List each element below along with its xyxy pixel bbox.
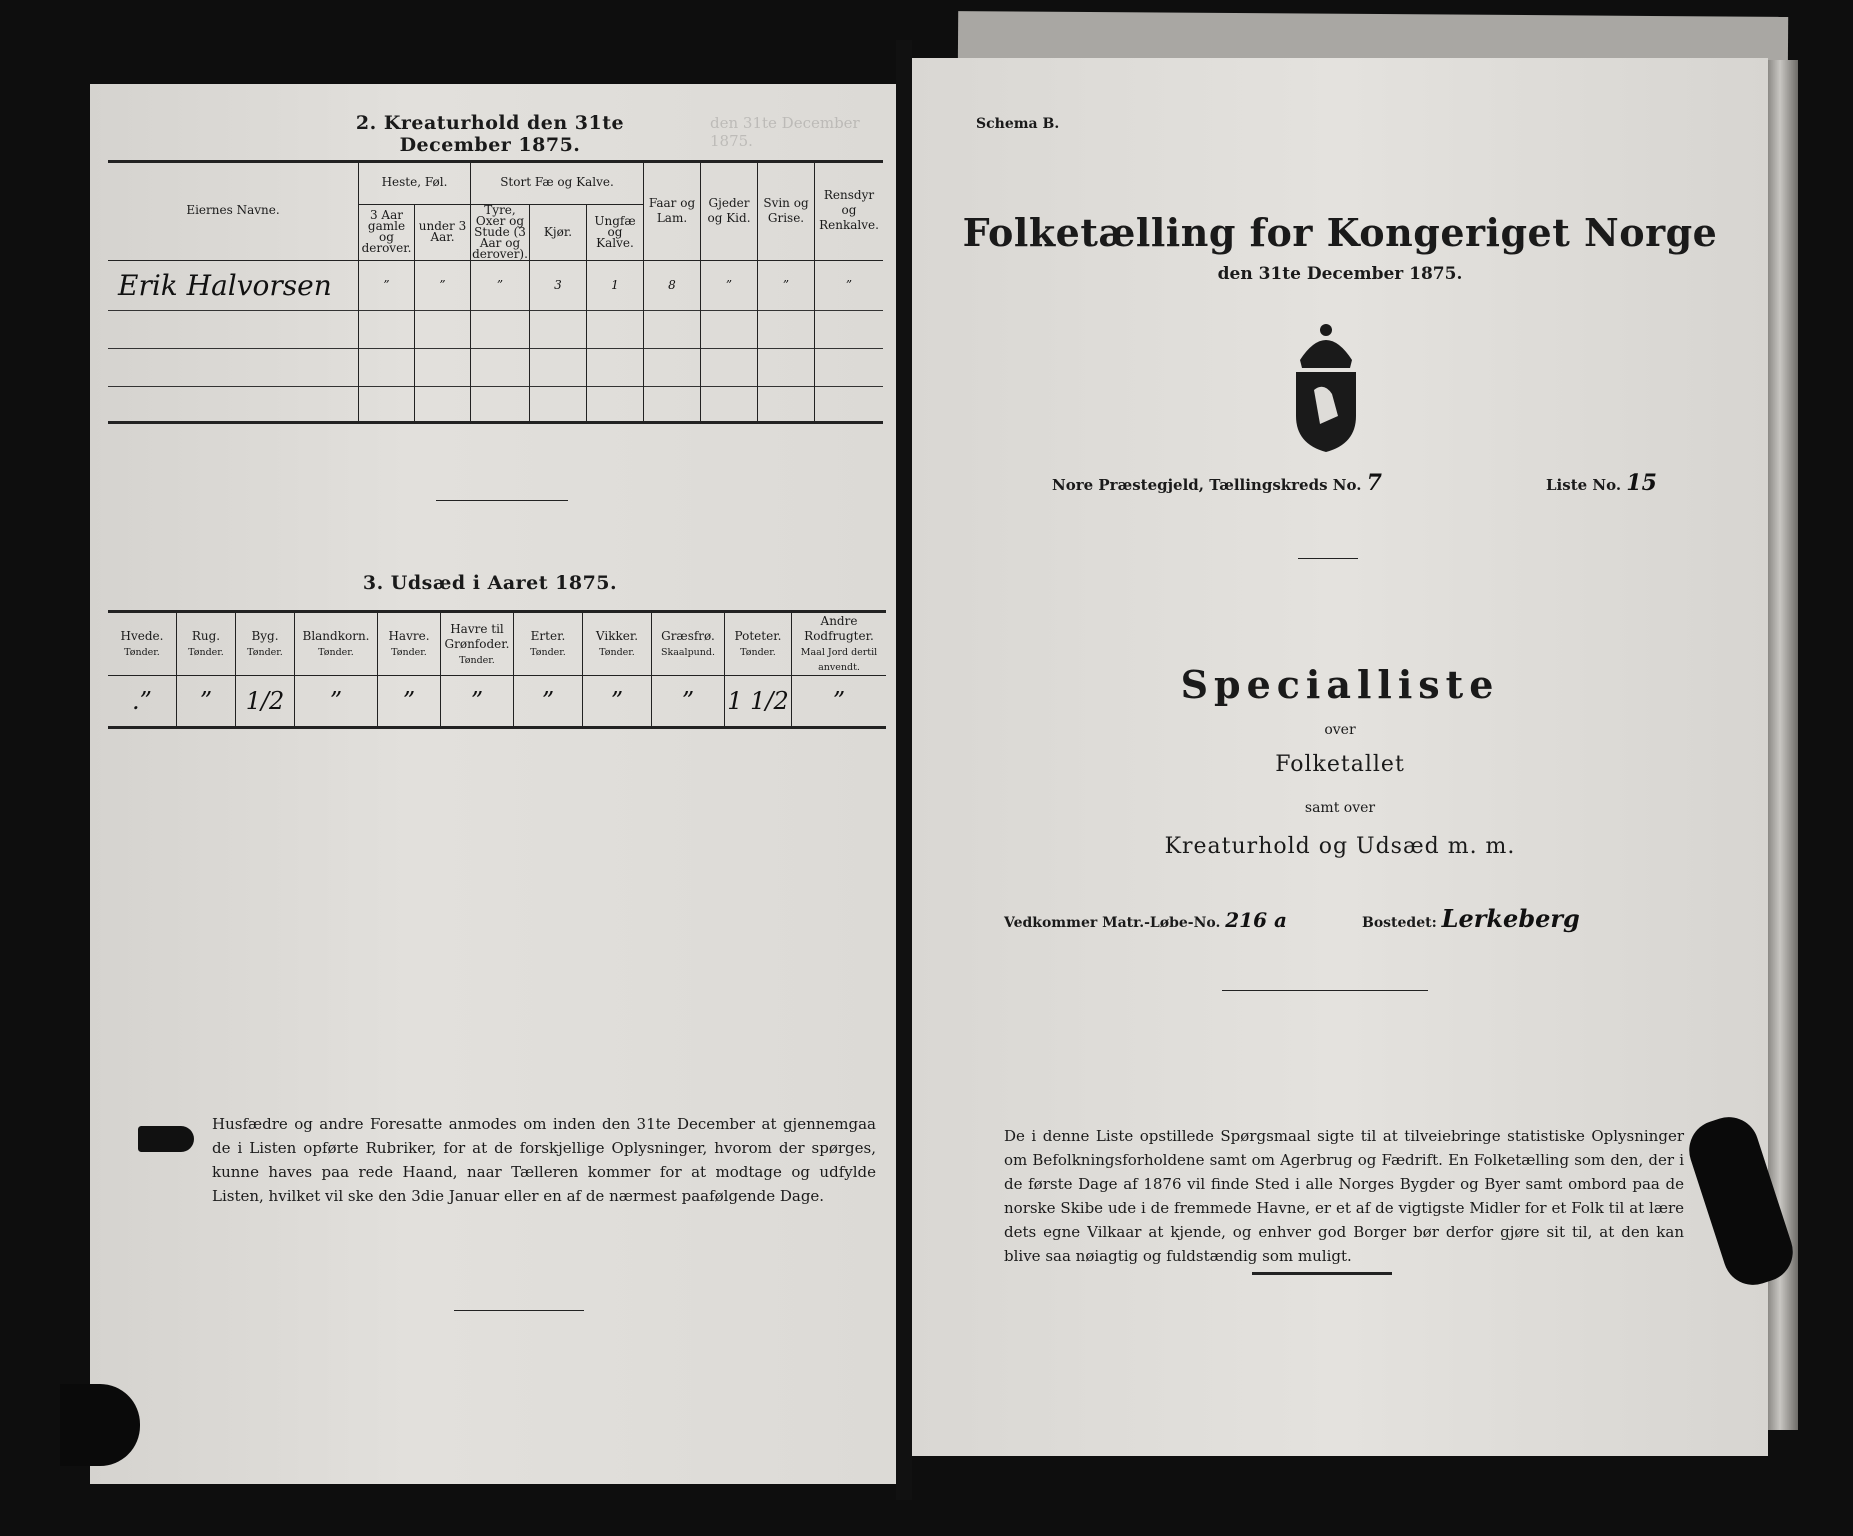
book-spine (896, 40, 912, 1500)
crop-header-barley: Byg. Tønder. (236, 612, 295, 676)
crop-header-grass-seed: Græsfrø. Skaalpund. (652, 612, 725, 676)
crop-header-potatoes: Poteter. Tønder. (725, 612, 792, 676)
crop-value-wheat: .” (108, 676, 177, 728)
oxen-value: ” (471, 260, 530, 310)
livestock-table (108, 162, 883, 424)
list-number: 15 (1626, 470, 1657, 496)
bosted-line (1362, 904, 1580, 933)
crop-header-rye: Rug. Tønder. (177, 612, 236, 676)
pigs-value: ” (758, 260, 815, 310)
horse-old-header: 3 Aar gamle og derover. (359, 204, 415, 260)
cows-header: Kjør. (530, 204, 587, 260)
owner-header: Eiernes Navne. (108, 162, 359, 260)
crop-value-green-oats: ” (441, 676, 514, 728)
crop-value-peas: ” (514, 676, 583, 728)
matr-line (1004, 908, 1287, 932)
coat-of-arms-icon (1280, 320, 1372, 454)
divider-rule (436, 500, 568, 501)
section3-title: 3. Udsæd i Aaret 1875. (362, 572, 618, 594)
district-label: Nore Præstegjeld, Tællingskreds No. (1052, 476, 1362, 494)
horses-group-header: Heste, Føl. (359, 162, 471, 204)
specialliste-heading: Specialliste (1180, 662, 1500, 707)
crop-value-grass-seed: ” (652, 676, 725, 728)
crop-header-green-oats: Havre til Grønfoder. Tønder. (441, 612, 514, 676)
crop-header-other-roots: Andre Rodfrugter. Maal Jord dertil anvendt. (792, 612, 887, 676)
samt-over-text: samt over (1304, 800, 1376, 816)
goats-value: ” (701, 260, 758, 310)
sowing-table (108, 610, 886, 729)
young-cattle-value: 1 (587, 260, 644, 310)
district-number: 7 (1366, 470, 1382, 496)
crop-value-vetch: ” (583, 676, 652, 728)
explanatory-paragraph: De i denne Liste opstillede Spørgsmaal sigte til at tilveiebringe statistiske Oplysninger om Befolkningsforholdene samt om Agerbrug og Fædrift. En Folketælling som den, der i de første Dage af 1876 vil finde Sted i alle Norges Bygder og Byer samt ombord paa de norske Skibe ude i de fremmede Havne, er et af de vigtigste Midler for et Folk til at lære dets egne Vilkaar at kjende, og enhver god Borger bør derfor gjøre sit til, at den kan blive saa nøiagtig og fuldstændig som muligt. (1004, 1127, 1684, 1265)
bosted-label: Bostedet: (1362, 915, 1437, 931)
owner-name: Erik Halvorsen (108, 260, 359, 310)
crop-header-mixed-grain: Blandkorn. Tønder. (295, 612, 378, 676)
over-text-1: over (1324, 722, 1356, 738)
crop-value-other-roots: ” (792, 676, 887, 728)
thumb-shadow (60, 1384, 140, 1466)
matr-label: Vedkommer Matr.-Løbe-No. (1004, 915, 1221, 931)
bleed-through-text: den 31te December 1875. (710, 114, 860, 150)
pigs-header: Svin og Grise. (758, 162, 815, 260)
young-cattle-header: Ungfæ og Kalve. (587, 204, 644, 260)
reindeer-header: Rensdyr og Renkalve. (815, 162, 884, 260)
reindeer-value: ” (815, 260, 884, 310)
date-line: den 31te December 1875. (1217, 264, 1463, 284)
crop-header-peas: Erter. Tønder. (514, 612, 583, 676)
crop-value-oats: ” (378, 676, 441, 728)
crop-header-wheat: Hvede. Tønder. (108, 612, 177, 676)
horse-young-value: ” (415, 260, 471, 310)
crop-value-potatoes: 1 1/2 (725, 676, 792, 728)
bosted-value: Lerkeberg (1441, 904, 1580, 933)
matr-number: 216 a (1225, 908, 1287, 932)
cattle-group-header: Stort Fæ og Kalve. (471, 162, 644, 204)
notice-text: Husfædre og andre Foresatte anmodes om inden den 31te December at gjennemgaa de i Listen opførte Rubriker, for at de forskjellige Oplysninger, hvorom der spørges, kunne haves paa rede Haand, naar Tælleren kommer for at modtage og udfylde Listen, hvilket vil ske den 3die Januar eller en af de nærmest paafølgende Dage. (212, 1115, 876, 1205)
main-title: Folketælling for Kongeriget Norge (962, 210, 1718, 255)
sheep-value: 8 (644, 260, 701, 310)
horse-young-header: under 3 Aar. (415, 204, 471, 260)
end-rule (454, 1310, 584, 1311)
crop-value-rye: ” (177, 676, 236, 728)
right-page (912, 58, 1768, 1456)
mid-rule (1222, 990, 1428, 991)
list-label: Liste No. (1546, 476, 1622, 494)
crop-header-vetch: Vikker. Tønder. (583, 612, 652, 676)
pointing-hand-icon (138, 1126, 194, 1152)
crop-header-oats: Havre. Tønder. (378, 612, 441, 676)
goats-header: Gjeder og Kid. (701, 162, 758, 260)
schema-label: Schema B. (976, 116, 1060, 132)
district-line (1052, 470, 1382, 496)
oxen-header: Tyre, Oxer og Stude (3 Aar og derover). (472, 202, 528, 261)
crop-value-mixed-grain: ” (295, 676, 378, 728)
bottom-rule (1252, 1272, 1392, 1275)
kreaturhold-heading: Kreaturhold og Udsæd m. m. (1164, 834, 1516, 859)
cows-value: 3 (530, 260, 587, 310)
sheep-header: Faar og Lam. (644, 162, 701, 260)
left-page (90, 84, 896, 1484)
section2-title: 2. Kreaturhold den 31te December 1875. (355, 112, 625, 156)
list-line (1546, 470, 1657, 496)
horse-old-value: ” (359, 260, 415, 310)
short-rule (1298, 558, 1358, 559)
folketallet-heading: Folketallet (1275, 752, 1405, 777)
crop-value-barley: 1/2 (236, 676, 295, 728)
